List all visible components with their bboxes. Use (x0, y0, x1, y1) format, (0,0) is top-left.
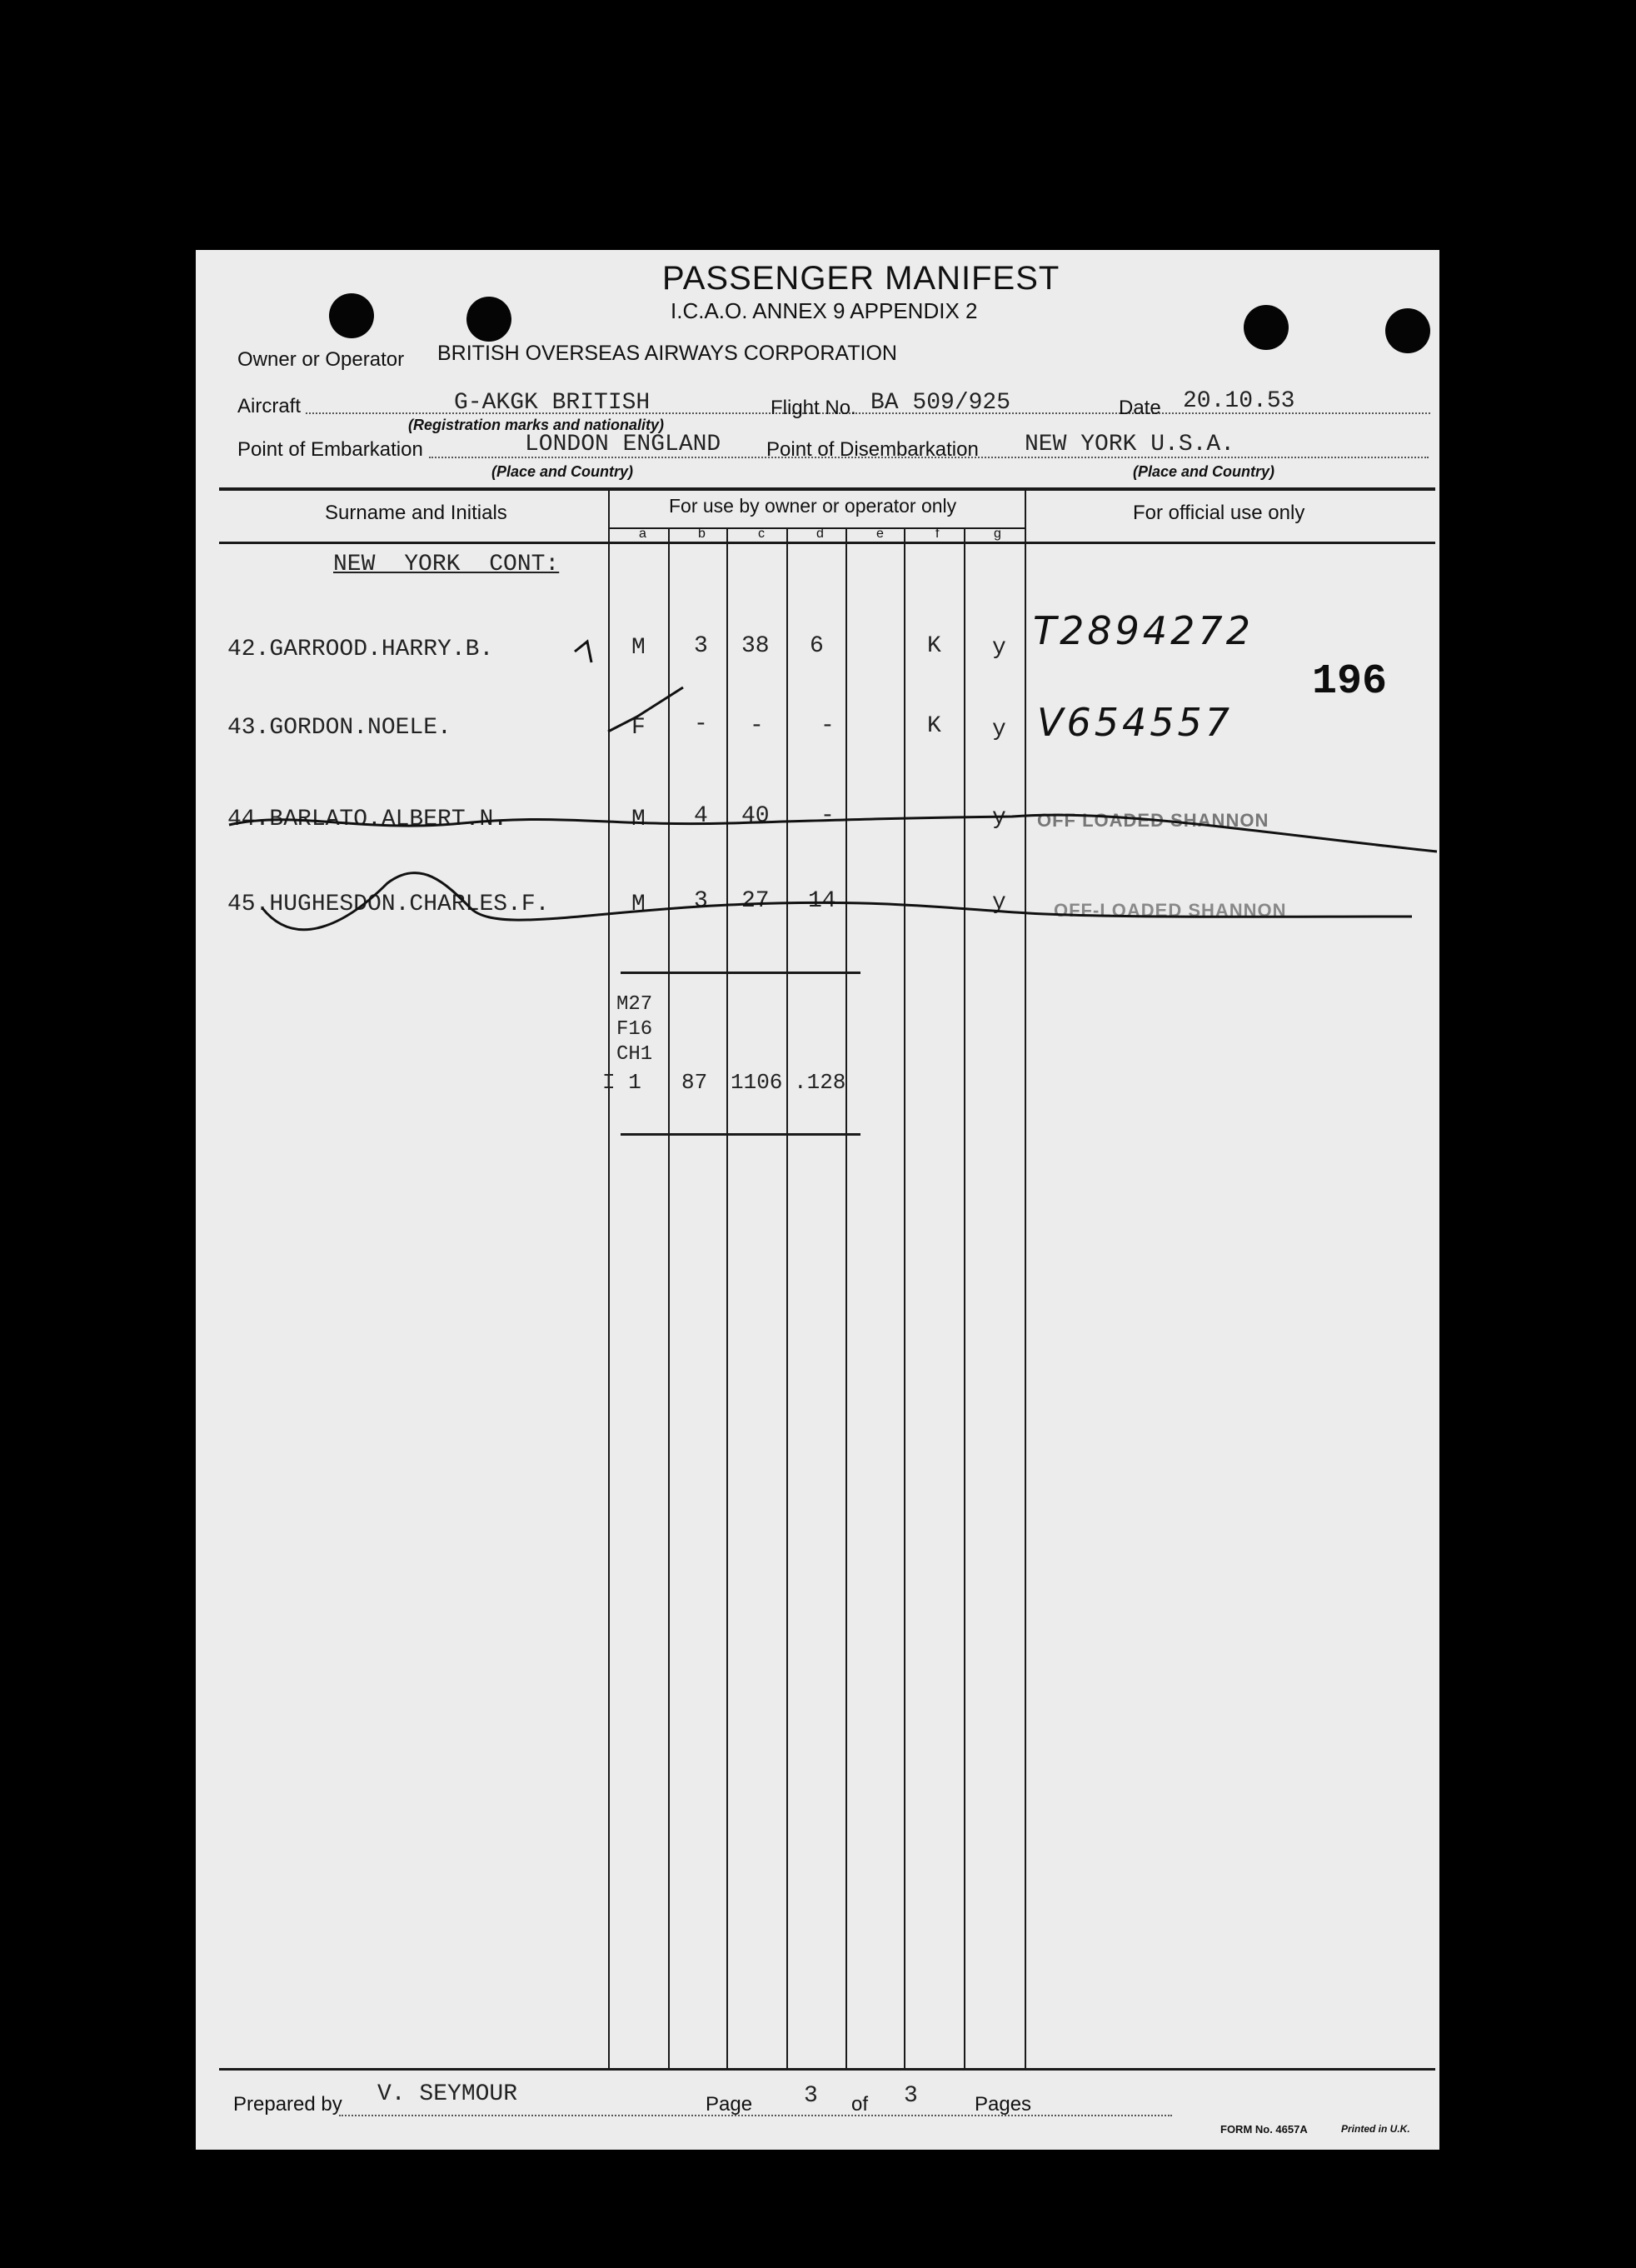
cell-b: 4 (694, 803, 708, 829)
cell-g: y (992, 717, 1006, 742)
cell-f: K (927, 633, 941, 659)
totals-rule-bottom (621, 1133, 860, 1136)
col-official-header: For official use only (1133, 502, 1305, 524)
total-children: CH1 (616, 1043, 653, 1066)
total-infants: I 1 (602, 1070, 641, 1095)
col-surname-header: Surname and Initials (325, 502, 507, 524)
official-stamp: OFF LOADED SHANNON (1037, 810, 1269, 831)
flight-label: Flight No. (771, 397, 856, 419)
page-value: 3 (804, 2083, 818, 2109)
place-note-disembark: (Place and Country) (1133, 463, 1275, 480)
cell-g: y (992, 635, 1006, 661)
cell-c: 27 (741, 888, 770, 914)
footer-rule (219, 2068, 1435, 2071)
cell-d: - (820, 713, 835, 739)
subcol-g: g (994, 527, 1001, 541)
total-male: M27 (616, 993, 653, 1016)
cell-f: K (927, 713, 941, 739)
stamp-number: 196 (1312, 658, 1388, 706)
cell-a: M (631, 807, 646, 832)
owner-value: BRITISH OVERSEAS AIRWAYS CORPORATION (437, 342, 897, 365)
total-female: F16 (616, 1018, 653, 1041)
prepared-label: Prepared by (233, 2093, 342, 2116)
printed-note: Printed in U.K. (1341, 2123, 1410, 2135)
of-value: 3 (904, 2083, 918, 2109)
subcol-f: f (935, 527, 940, 541)
official-entry: V654557 (1037, 700, 1234, 745)
disembark-label: Point of Disembarkation (766, 438, 979, 461)
form-number: FORM No. 4657A (1220, 2123, 1308, 2136)
cell-a: M (631, 892, 646, 917)
total-c: 1106 (731, 1070, 783, 1095)
owner-label: Owner or Operator (237, 348, 405, 371)
col-owner-header: For use by owner or operator only (669, 495, 957, 517)
flight-value: BA 509/925 (870, 390, 1011, 416)
disembark-value: NEW YORK U.S.A. (1025, 432, 1235, 457)
cell-d: 6 (810, 633, 824, 659)
form-title: PASSENGER MANIFEST (662, 260, 1060, 297)
aircraft-label: Aircraft (237, 395, 302, 417)
passenger-name: 45.HUGHESDON.CHARLES.F. (227, 892, 550, 917)
embark-value: LONDON ENGLAND (525, 432, 721, 457)
cell-b: - (694, 712, 708, 737)
date-label: Date (1119, 397, 1161, 419)
subcol-a: a (639, 527, 646, 541)
cell-c: 40 (741, 803, 770, 829)
subcol-e: e (876, 527, 884, 541)
cell-c: 38 (741, 633, 770, 659)
cell-g: y (992, 890, 1006, 916)
handwritten-marks (196, 250, 1439, 1000)
official-entry: T2894272 (1033, 608, 1254, 653)
official-stamp: OFF-LOADED SHANNON (1054, 900, 1287, 921)
cell-b: 3 (694, 888, 708, 914)
subcol-b: b (698, 527, 706, 541)
passenger-name: 42.GARROOD.HARRY.B. (227, 637, 494, 662)
cell-g: y (992, 805, 1006, 831)
aircraft-value: G-AKGK BRITISH (454, 390, 651, 416)
cell-a: M (631, 635, 646, 661)
page-label: Page (706, 2093, 753, 2116)
cell-d: - (820, 803, 835, 829)
cell-a: F (631, 715, 646, 741)
totals-rule-top (621, 972, 860, 974)
pages-label: Pages (975, 2093, 1032, 2116)
prepared-value: V. SEYMOUR (377, 2081, 518, 2107)
total-b: 87 (681, 1070, 708, 1095)
date-value: 20.10.53 (1183, 388, 1295, 414)
of-label: of (851, 2093, 869, 2116)
registration-note: (Registration marks and nationality) (408, 417, 665, 433)
manifest-sheet (196, 250, 1439, 2150)
cell-c: - (750, 713, 764, 739)
passenger-name: 43.GORDON.NOELE. (227, 715, 451, 741)
section-heading: NEW YORK CONT: (333, 552, 560, 577)
subcol-d: d (816, 527, 824, 541)
cell-d: 14 (808, 888, 836, 914)
place-note-embark: (Place and Country) (491, 463, 634, 480)
form-subtitle: I.C.A.O. ANNEX 9 APPENDIX 2 (671, 298, 978, 323)
passenger-name: 44.BARLATO.ALBERT.N. (227, 807, 508, 832)
total-d: .128 (794, 1070, 846, 1095)
cell-b: 3 (694, 633, 708, 659)
embark-label: Point of Embarkation (237, 438, 423, 461)
subcol-c: c (758, 527, 765, 541)
